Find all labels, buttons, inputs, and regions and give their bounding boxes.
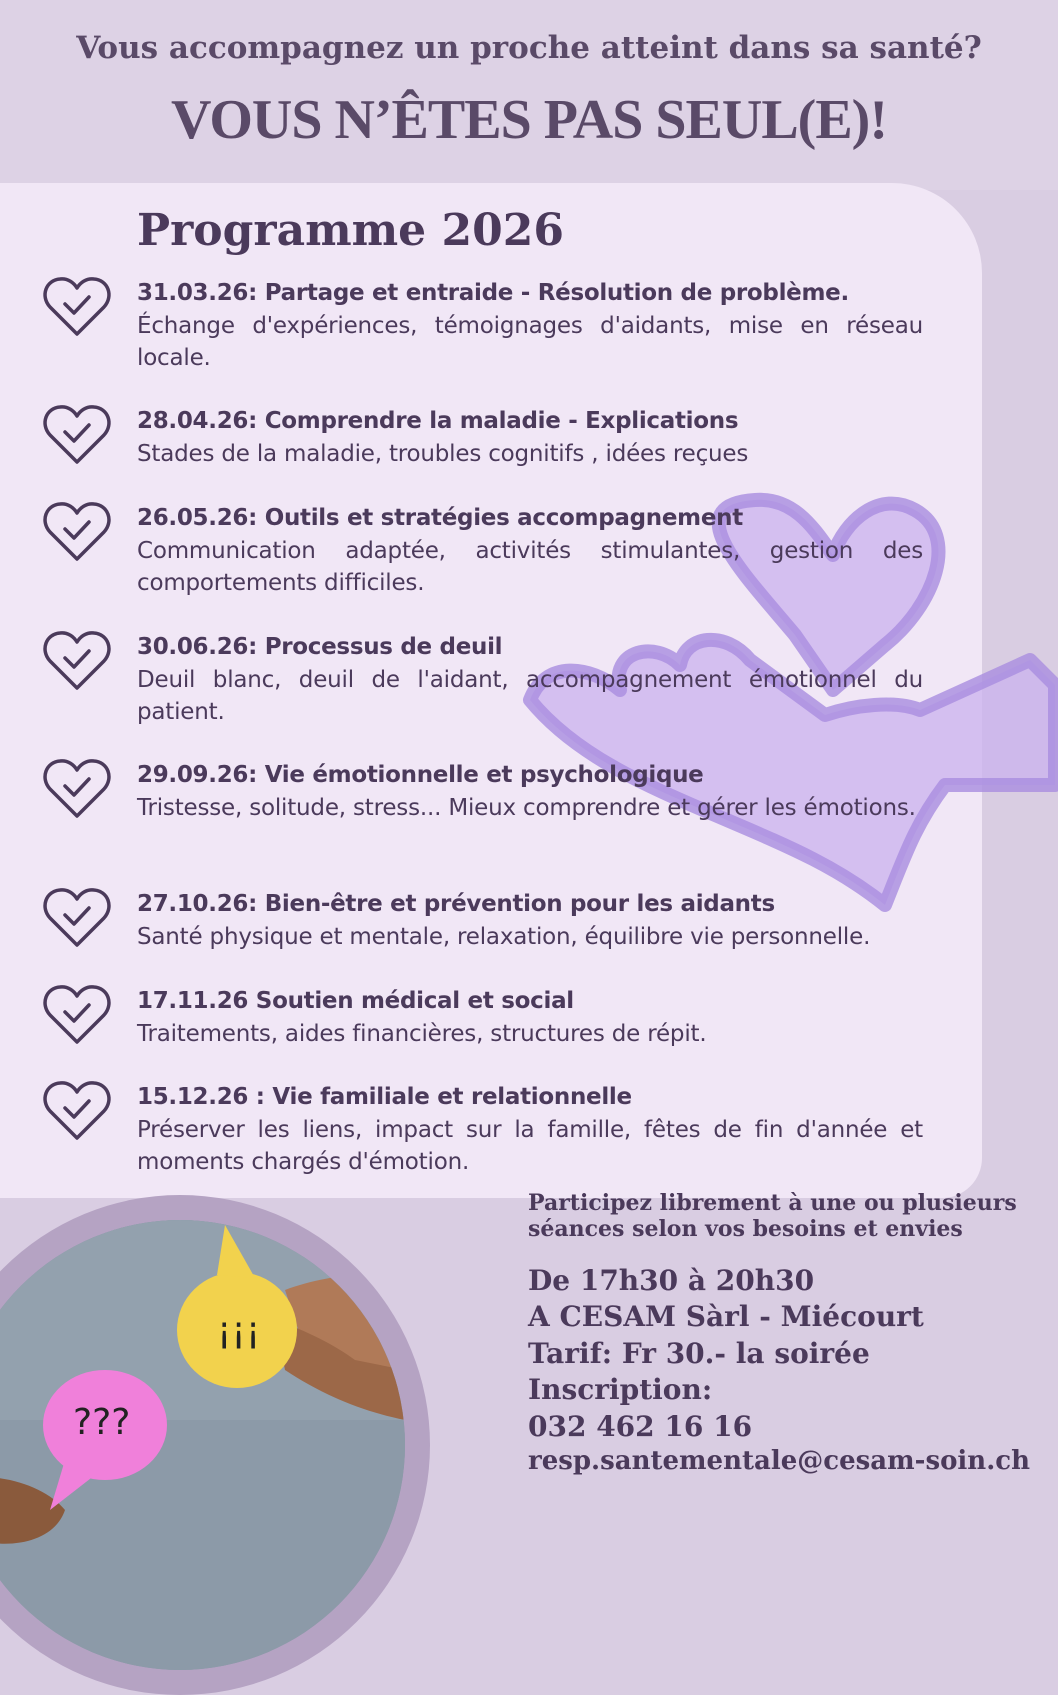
heart-check-icon xyxy=(42,885,112,951)
item-heading: 17.11.26 Soutien médical et social xyxy=(137,988,574,1014)
item-description: Préserver les liens, impact sur la famille, fêtes de fin d'année et moments chargés d'émotion. xyxy=(137,1117,923,1175)
email-link[interactable]: resp.santementale@cesam-soin.ch xyxy=(528,1446,1030,1476)
heart-check-icon xyxy=(42,499,112,565)
participate-note xyxy=(528,1190,1038,1242)
item-heading: 27.10.26: Bien-être et prévention pour les aidants xyxy=(137,891,775,917)
item-description: Deuil blanc, deuil de l'aidant, accompagnement émotionnel du patient. xyxy=(137,667,923,725)
header-title: VOUS N’ÊTES PAS SEUL(E)! xyxy=(171,89,887,151)
heart-check-icon xyxy=(42,1078,112,1144)
session-price: Tarif: Fr 30.- la soirée xyxy=(528,1337,870,1370)
bubble-pink-text: ??? xyxy=(73,1402,131,1443)
item-description: Stades de la maladie, troubles cognitifs , idées reçues xyxy=(137,441,749,467)
heart-check-icon xyxy=(42,756,112,822)
item-heading: 31.03.26: Partage et entraide - Résolution de problème. xyxy=(137,280,849,306)
registration-label: Inscription: xyxy=(528,1373,713,1406)
speech-bubbles-photo xyxy=(0,1220,405,1670)
item-heading: 30.06.26: Processus de deuil xyxy=(137,634,503,660)
participate-line-1: Participez librement à une ou plusieurs xyxy=(528,1190,1017,1216)
heart-check-icon xyxy=(42,982,112,1048)
header-subtitle: Vous accompagnez un proche atteint dans sa santé? xyxy=(76,30,982,66)
session-location: A CESAM Sàrl - Miécourt xyxy=(528,1300,924,1333)
participate-line-2: séances selon vos besoins et envies xyxy=(528,1216,963,1242)
program-title: Programme 2026 xyxy=(137,205,564,256)
item-description: Traitements, aides financières, structures de répit. xyxy=(137,1021,707,1047)
item-heading: 26.05.26: Outils et stratégies accompagnement xyxy=(137,505,743,531)
header-band xyxy=(0,0,1058,190)
item-heading: 28.04.26: Comprendre la maladie - Explications xyxy=(137,408,739,434)
heart-check-icon xyxy=(42,274,112,340)
item-heading: 29.09.26: Vie émotionnelle et psychologique xyxy=(137,762,704,788)
item-description: Santé physique et mentale, relaxation, équilibre vie personnelle. xyxy=(137,924,871,950)
item-description: Tristesse, solitude, stress... Mieux comprendre et gérer les émotions. xyxy=(137,795,916,821)
item-description: Communication adaptée, activités stimulantes, gestion des comportements difficiles. xyxy=(137,538,923,596)
phone-number: 032 462 16 16 xyxy=(528,1410,753,1443)
session-time: De 17h30 à 20h30 xyxy=(528,1264,815,1297)
heart-check-icon xyxy=(42,628,112,694)
item-heading: 15.12.26 : Vie familiale et relationnelle xyxy=(137,1084,632,1110)
bubble-yellow-text: ¡¡¡ xyxy=(217,1310,261,1351)
heart-check-icon xyxy=(42,402,112,468)
item-description: Échange d'expériences, témoignages d'aidants, mise en réseau locale. xyxy=(137,313,923,371)
